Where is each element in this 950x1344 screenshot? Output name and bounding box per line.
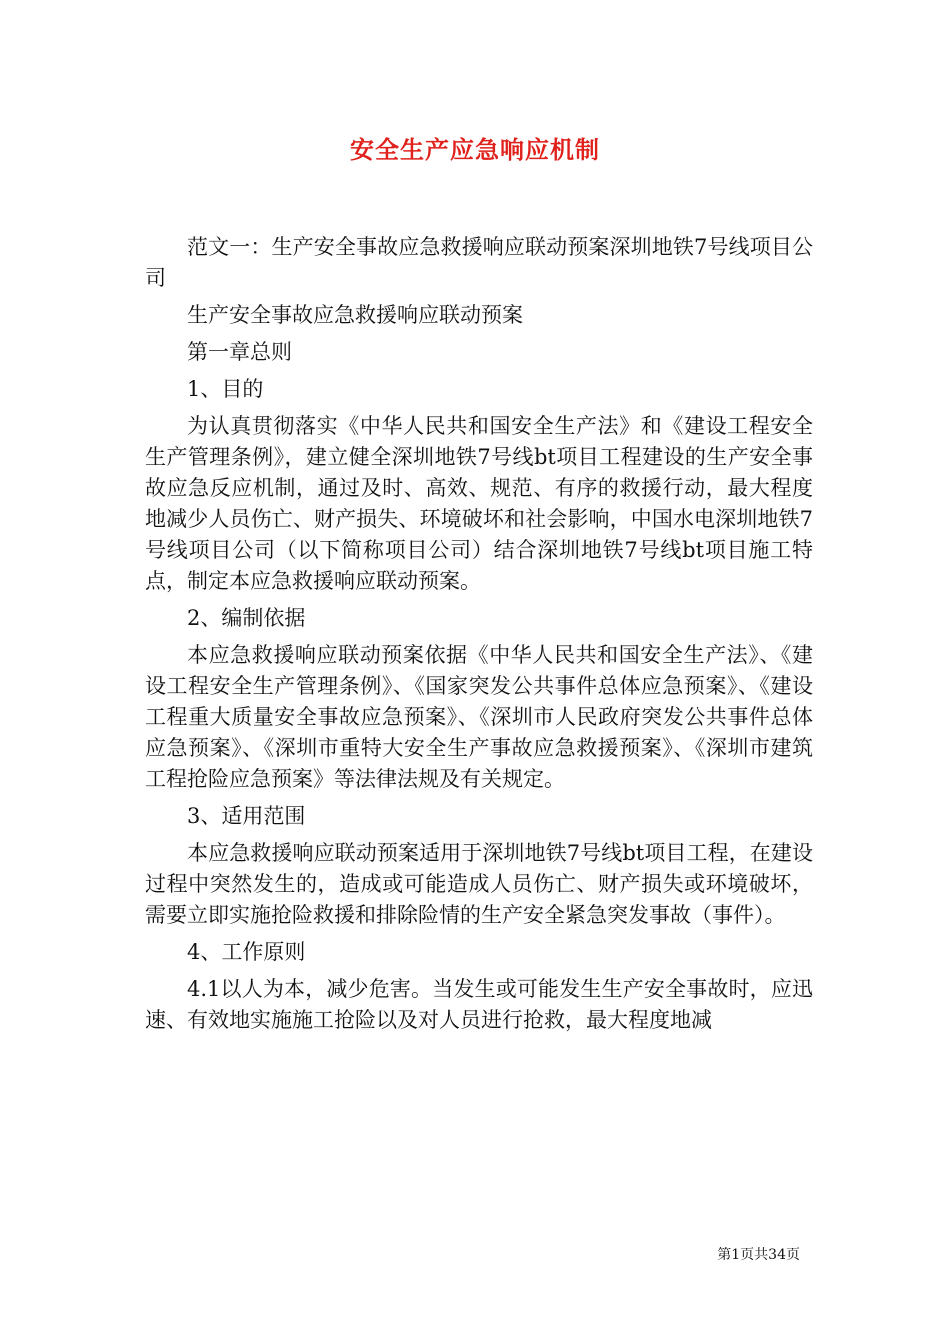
paragraph-scope: 本应急救援响应联动预案适用于深圳地铁7号线bt项目工程，在建设过程中突然发生的，造成或可能造成人员伤亡、财产损失或环境破坏，需要立即实施抢险救援和排除险情的生产安全紧急突发事故（事件）。 xyxy=(145,841,813,927)
document-body xyxy=(145,232,813,1042)
paragraph-plan-name: 生产安全事故应急救援响应联动预案 xyxy=(187,303,523,327)
paragraph-intro: 范文一：生产安全事故应急救援响应联动预案深圳地铁7号线项目公司 xyxy=(145,235,813,290)
section-heading-basis: 2、编制依据 xyxy=(187,606,306,630)
section-heading-principles: 4、工作原则 xyxy=(187,940,306,964)
page-number: 第1页共34页 xyxy=(717,1247,800,1263)
section-heading-scope: 3、适用范围 xyxy=(187,804,306,828)
document-title: 安全生产应急响应机制 xyxy=(350,136,600,164)
paragraph-basis: 本应急救援响应联动预案依据《中华人民共和国安全生产法》、《建设工程安全生产管理条例》、《国家突发公共事件总体应急预案》、《建设工程重大质量安全事故应急预案》、《深圳市人民政府突发公共事件总体应急预案》、《深圳市重特大安全生产事故应急救援预案》、《深圳市建筑工程抢险应急预案》等法律法规及有关规定。 xyxy=(145,643,813,791)
paragraph-purpose: 为认真贯彻落实《中华人民共和国安全生产法》和《建设工程安全生产管理条例》，建立健全深圳地铁7号线bt项目工程建设的生产安全事故应急反应机制，通过及时、高效、规范、有序的救援行动，最大程度地减少人员伤亡、财产损失、环境破坏和社会影响，中国水电深圳地铁7号线项目公司（以下简称项目公司）结合深圳地铁7号线bt项目施工特点，制定本应急救援响应联动预案。 xyxy=(145,414,813,593)
chapter-heading: 第一章总则 xyxy=(187,340,292,364)
paragraph-principle-4-1: 4.1以人为本，减少危害。当发生或可能发生生产安全事故时，应迅速、有效地实施施工抢险以及对人员进行抢救，最大程度地减 xyxy=(145,977,813,1032)
section-heading-purpose: 1、目的 xyxy=(187,377,264,401)
